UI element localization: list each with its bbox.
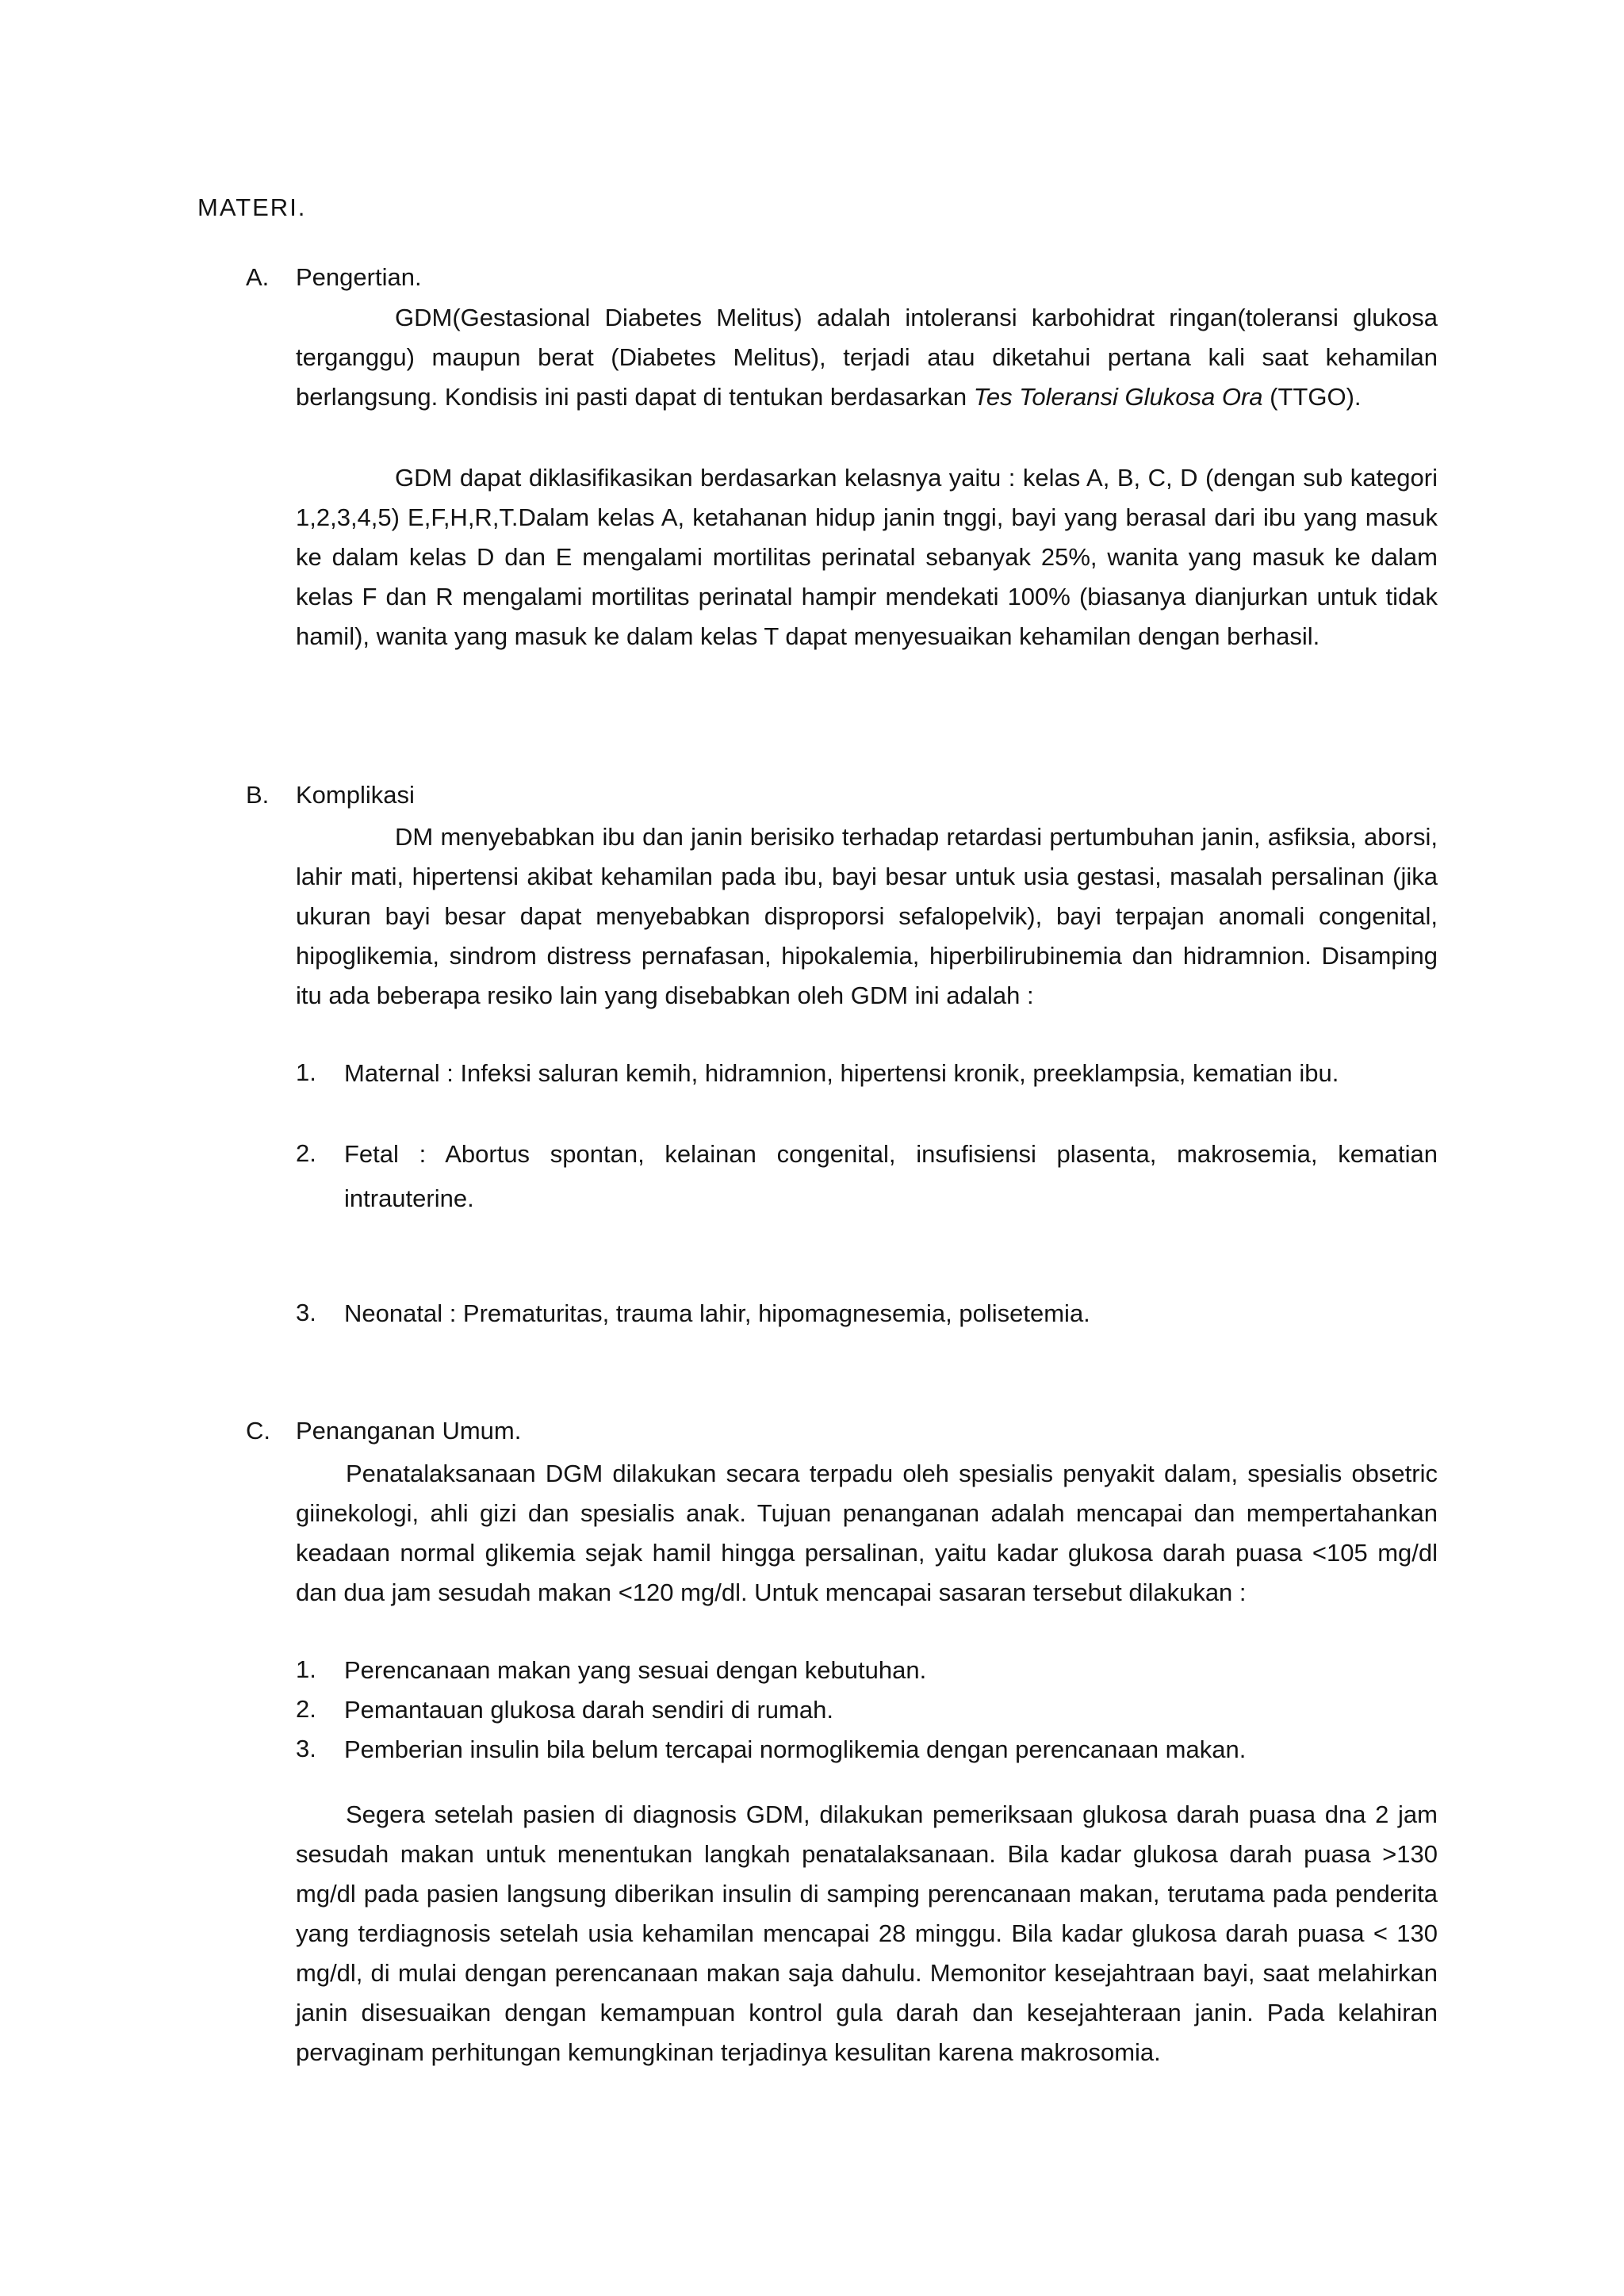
section-c-item-1-number: 1. (296, 1655, 316, 1683)
section-a-title: Pengertian. (296, 263, 422, 291)
section-c-paragraph-1: Penatalaksanaan DGM dilakukan secara terpadu oleh spesialis penyakit dalam, spesialis obsetric giinekologi, ahli gizi dan spesialis anak. Tujuan penanganan adalah mencapai dan mempertahankan keadaan normal glikemia sejak hamil hingga persalinan, yaitu kadar glukosa darah puasa <105 mg/dl dan dua jam sesudah makan <120 mg/dl. Untuk mencapai sasaran tersebut dilakukan : (296, 1460, 1438, 1606)
section-b-item-3-number: 3. (296, 1299, 316, 1326)
section-b-item-2-number: 2. (296, 1139, 316, 1167)
section-b-paragraph: DM menyebabkan ibu dan janin berisiko terhadap retardasi pertumbuhan janin, asfiksia, aborsi, lahir mati, hipertensi akibat kehamilan pada ibu, bayi besar untuk usia gestasi, masalah persalinan (jika ukuran bayi besar dapat menyebabkan disproporsi sefalopelvik), bayi terpajan anomali congenital, hipoglikemia, sindrom distress pernafasan, hipokalemia, hiperbilirubinemia dan hidramnion. Disamping itu ada beberapa resiko lain yang disebabkan oleh GDM ini adalah : (296, 823, 1438, 1009)
section-b-letter: B. (246, 781, 270, 809)
section-c-item-3-text: Pemberian insulin bila belum tercapai normoglikemia dengan perencanaan makan. (344, 1735, 1247, 1763)
section-c-item-2-text: Pemantauan glukosa darah sendiri di rumah. (344, 1696, 833, 1724)
section-a-paragraph-1-text: GDM(Gestasional Diabetes Melitus) adalah intoleransi karbohidrat ringan(toleransi glukosa terganggu) maupun berat (Diabetes Melitus), terjadi atau diketahui pertana kali saat kehamilan berlangsung. Kondisis ini pasti dapat di tentukan berdasarkan (296, 304, 1438, 411)
section-c-title: Penanganan Umum. (296, 1417, 522, 1445)
section-c-letter: C. (246, 1417, 270, 1445)
section-c-item-3-number: 3. (296, 1735, 316, 1762)
section-a-paragraph-2: GDM dapat diklasifikasikan berdasarkan kelasnya yaitu : kelas A, B, C, D (dengan sub kategori 1,2,3,4,5) E,F,H,R,T.Dalam kelas A, ketahanan hidup janin tnggi, bayi yang berasal dari ibu yang masuk ke dalam kelas D dan E mengalami mortilitas perinatal sebanyak 25%, wanita yang masuk ke dalam kelas F dan R mengalami mortilitas perinatal hampir mendekati 100% (biasanya dianjurkan untuk tidak hamil), wanita yang masuk ke dalam kelas T dapat menyesuaikan kehamilan dengan berhasil. (296, 464, 1438, 650)
section-b-title: Komplikasi (296, 781, 415, 809)
section-a-paragraph-1-italic: Tes Toleransi Glukosa Ora (973, 383, 1263, 411)
section-b-item-1-text: Maternal : Infeksi saluran kemih, hidramnion, hipertensi kronik, preeklampsia, kematian ibu. (344, 1059, 1339, 1087)
section-c-item-1-text: Perencanaan makan yang sesuai dengan kebutuhan. (344, 1656, 927, 1684)
section-c-item-2-number: 2. (296, 1695, 316, 1723)
section-b-item-2-text: Fetal : Abortus spontan, kelainan congenital, insufisiensi plasenta, makrosemia, kematian intrauterine. (344, 1140, 1438, 1212)
section-a-letter: A. (246, 263, 270, 291)
document-title: MATERI. (197, 193, 307, 221)
section-a-paragraph-1 (296, 298, 1438, 417)
section-b-item-1-number: 1. (296, 1058, 316, 1086)
section-c-paragraph-2: Segera setelah pasien di diagnosis GDM, dilakukan pemeriksaan glukosa darah puasa dna 2 jam sesudah makan untuk menentukan langkah penatalaksanaan. Bila kadar glukosa darah puasa >130 mg/dl pada pasien langsung diberikan insulin di samping perencanaan makan, terutama pada penderita yang terdiagnosis setelah usia kehamilan mencapai 28 minggu. Bila kadar glukosa darah puasa < 130 mg/dl, di mulai dengan perencanaan makan saja dahulu. Memonitor kesejahtraan bayi, saat melahirkan janin disesuaikan dengan kemampuan kontrol gula darah dan kesejahteraan janin. Pada kelahiran pervaginam perhitungan kemungkinan terjadinya kesulitan karena makrosomia. (296, 1800, 1438, 2066)
section-a-paragraph-1-end: (TTGO). (1262, 383, 1362, 411)
section-b-item-3-text: Neonatal : Prematuritas, trauma lahir, hipomagnesemia, polisetemia. (344, 1299, 1090, 1327)
